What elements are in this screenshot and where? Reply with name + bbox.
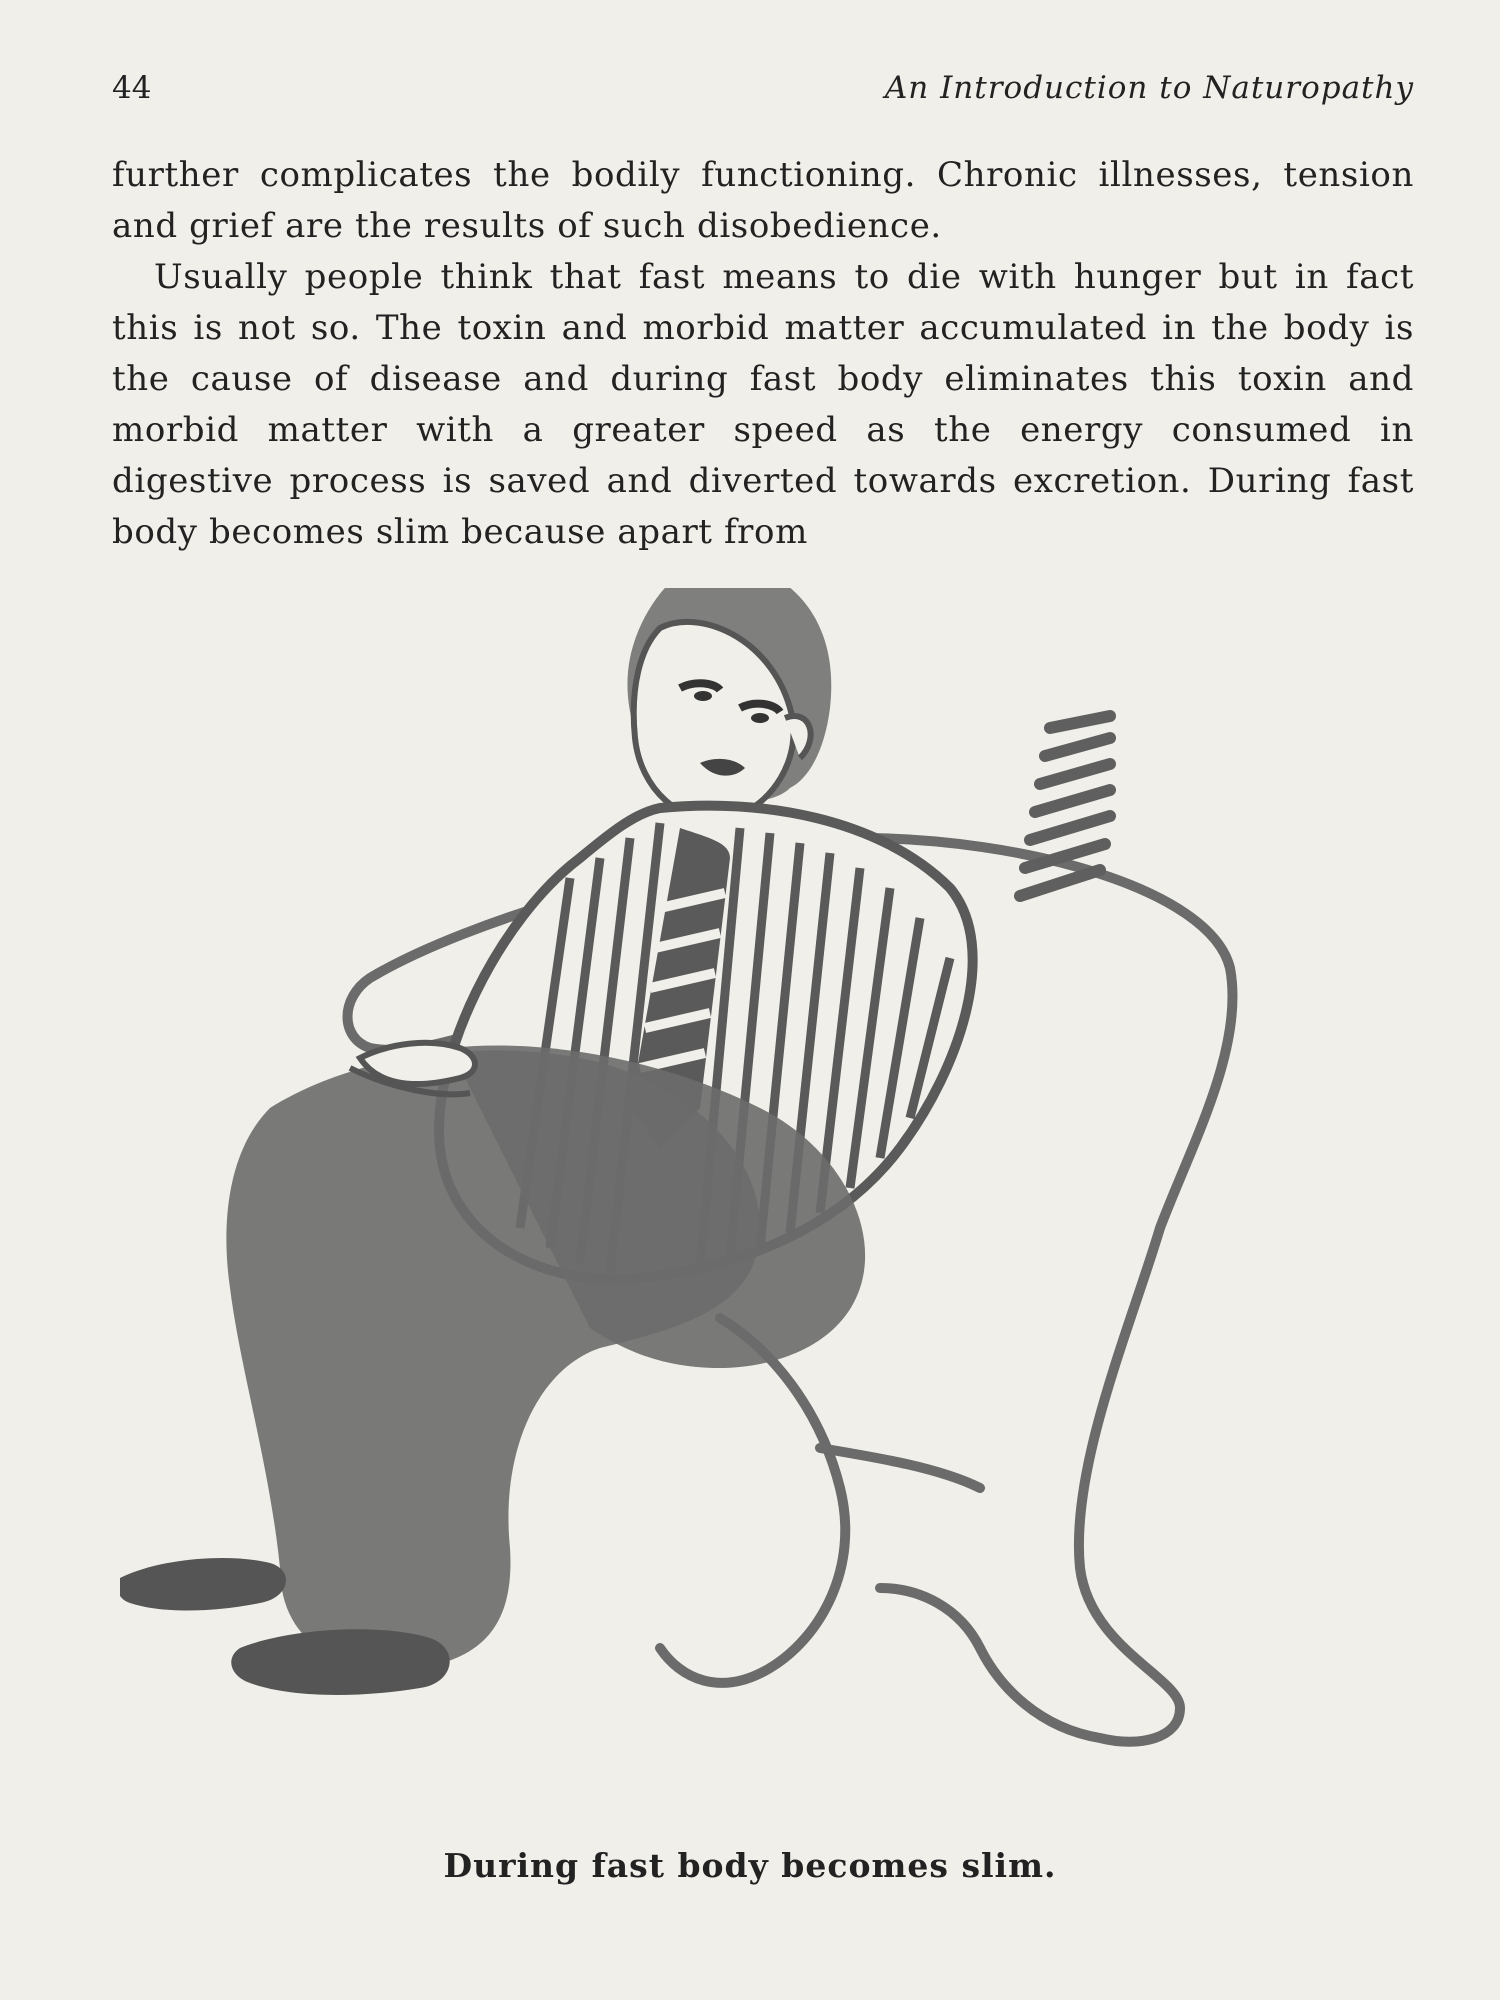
armchair-seat [660,1318,845,1683]
body-text [112,150,1414,558]
page-header [112,70,1414,106]
paragraph-1: further complicates the bodily functioning. Chronic illnesses, tension and grief are the results of such disobedience. [112,155,1414,246]
illustration-seated-man [120,588,1420,1828]
armrest-stripes [1020,716,1110,896]
paragraph-2: Usually people think that fast means to die with hunger but in fact this is not so. The toxin and morbid matter accumulated in the body is the cause of disease and during fast body eliminates this toxin and morbid matter with a greater speed as the energy consumed in digestive process is saved and diverted towards excretion. During fast body becomes slim because apart from [112,257,1414,552]
running-title: An Introduction to Naturopathy [884,70,1414,106]
figure-caption: During fast body becomes slim. [443,1846,1057,1885]
armchair-leg [820,1448,980,1488]
illustration-svg [120,588,1420,1828]
page-number: 44 [112,70,152,106]
trousers [226,1046,865,1670]
head [627,588,831,820]
